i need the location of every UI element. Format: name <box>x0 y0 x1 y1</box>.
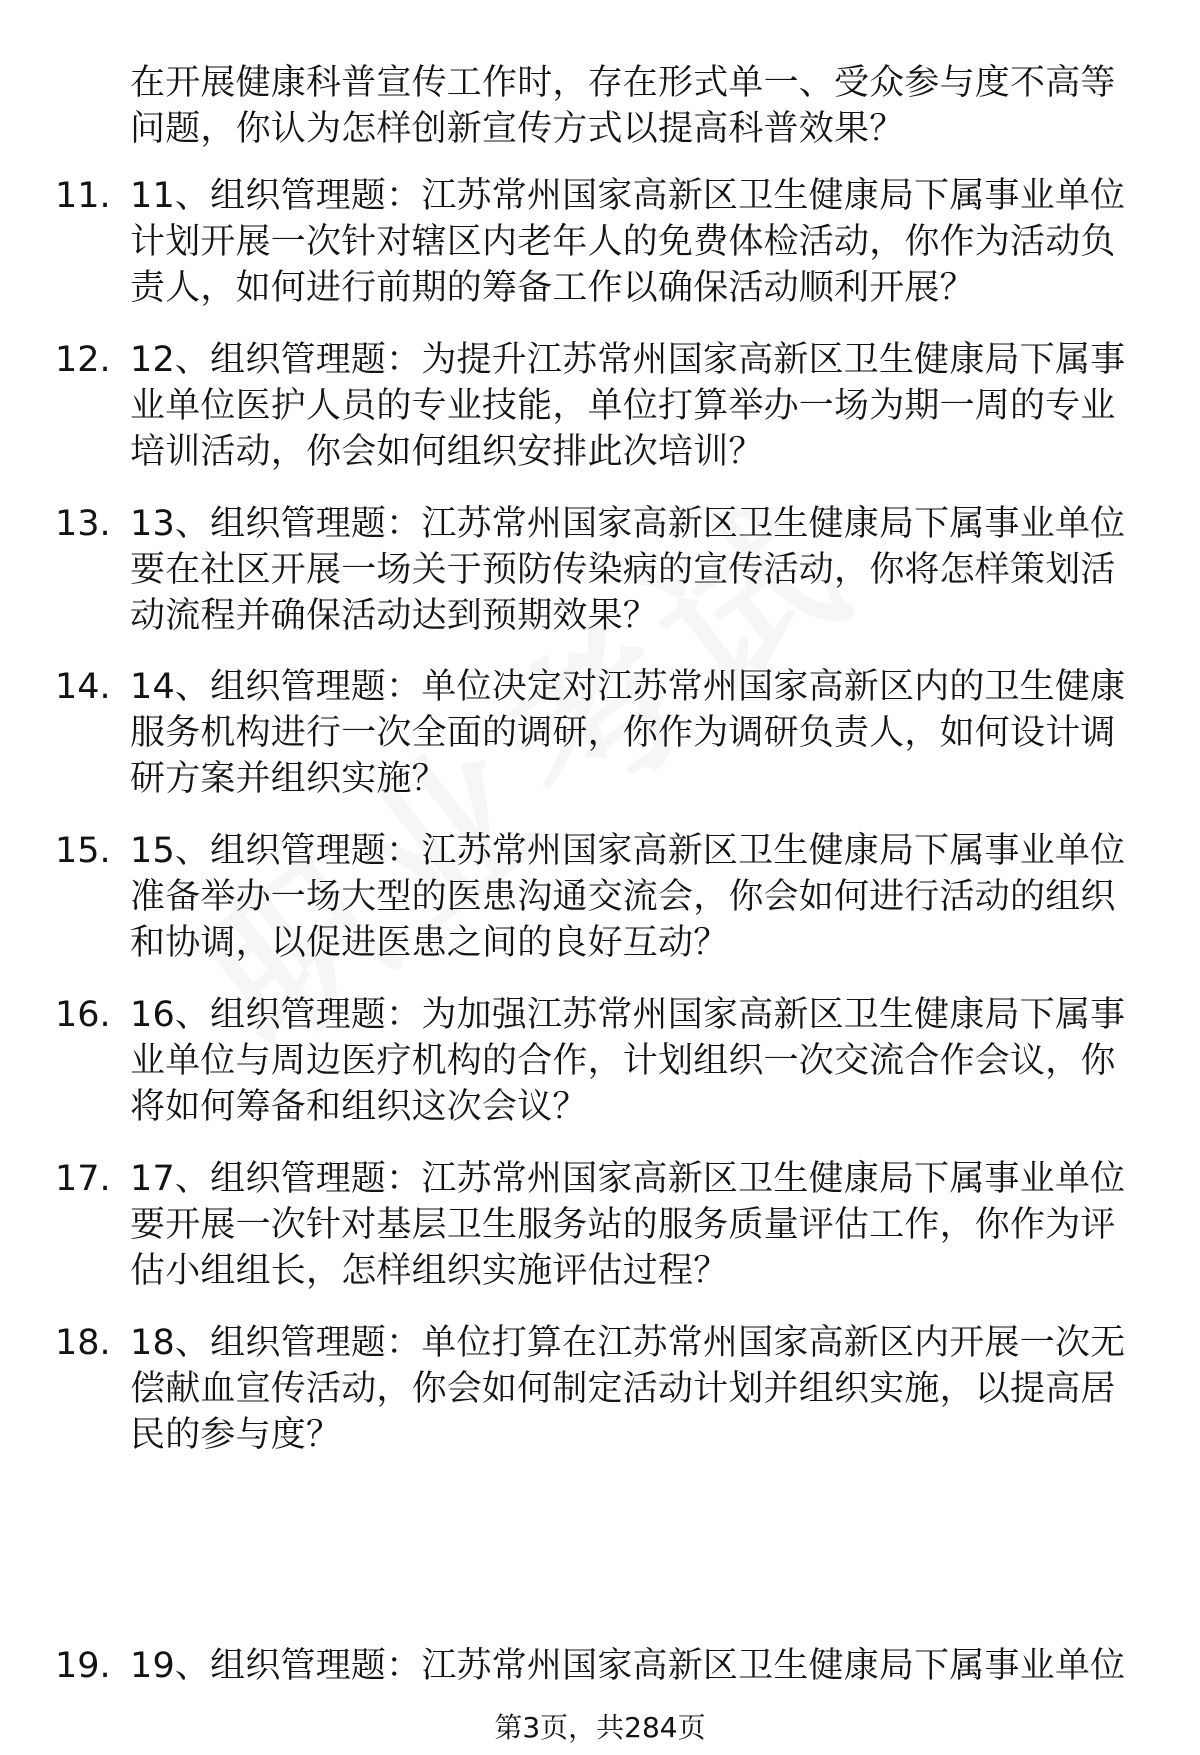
list-number: 19. <box>55 1646 111 1686</box>
question-line: 动流程并确保活动达到预期效果？ <box>130 596 659 636</box>
question-line: 15、组织管理题：江苏常州国家高新区卫生健康局下属事业单位 <box>130 831 1126 871</box>
list-number: 14. <box>55 667 111 707</box>
list-number: 11. <box>55 176 111 216</box>
question-line: 偿献血宣传活动，你会如何制定活动计划并组织实施，以提高居 <box>130 1369 1116 1409</box>
question-line: 12、组织管理题：为提升江苏常州国家高新区卫生健康局下属事 <box>130 340 1126 380</box>
question-line: 责人，如何进行前期的筹备工作以确保活动顺利开展？ <box>130 268 975 308</box>
question-line: 服务机构进行一次全面的调研，你作为调研负责人，如何设计调 <box>130 713 1116 753</box>
question-line: 培训活动，你会如何组织安排此次培训？ <box>130 432 764 472</box>
question-line: 将如何筹备和组织这次会议？ <box>130 1087 588 1127</box>
intro-line: 在开展健康科普宣传工作时，存在形式单一、受众参与度不高等 <box>130 63 1116 103</box>
question-line: 研方案并组织实施？ <box>130 759 447 799</box>
list-number: 16. <box>55 995 111 1035</box>
question-line: 业单位与周边医疗机构的合作，计划组织一次交流合作会议，你 <box>130 1041 1116 1081</box>
question-line: 估小组组长，怎样组织实施评估过程？ <box>130 1251 729 1291</box>
question-line: 要开展一次针对基层卫生服务站的服务质量评估工作，你作为评 <box>130 1205 1116 1245</box>
question-line: 19、组织管理题：江苏常州国家高新区卫生健康局下属事业单位 <box>130 1646 1126 1686</box>
list-number: 15. <box>55 831 111 871</box>
question-line: 计划开展一次针对辖区内老年人的免费体检活动，你作为活动负 <box>130 222 1116 262</box>
intro-line: 问题，你认为怎样创新宣传方式以提高科普效果？ <box>130 109 905 149</box>
list-number: 18. <box>55 1323 111 1363</box>
list-number: 17. <box>55 1159 111 1199</box>
list-number: 12. <box>55 340 111 380</box>
question-line: 11、组织管理题：江苏常州国家高新区卫生健康局下属事业单位 <box>130 176 1126 216</box>
question-line: 17、组织管理题：江苏常州国家高新区卫生健康局下属事业单位 <box>130 1159 1126 1199</box>
question-line: 13、组织管理题：江苏常州国家高新区卫生健康局下属事业单位 <box>130 504 1126 544</box>
question-line: 和协调，以促进医患之间的良好互动？ <box>130 923 729 963</box>
page-number-footer: 第3页，共284页 <box>494 1711 706 1744</box>
question-line: 民的参与度？ <box>130 1415 342 1455</box>
question-line: 16、组织管理题：为加强江苏常州国家高新区卫生健康局下属事 <box>130 995 1126 1035</box>
question-line: 准备举办一场大型的医患沟通交流会，你会如何进行活动的组织 <box>130 877 1116 917</box>
list-number: 13. <box>55 504 111 544</box>
question-line: 18、组织管理题：单位打算在江苏常州国家高新区内开展一次无 <box>130 1323 1126 1363</box>
question-line: 业单位医护人员的专业技能，单位打算举办一场为期一周的专业 <box>130 386 1116 426</box>
question-line: 要在社区开展一场关于预防传染病的宣传活动，你将怎样策划活 <box>130 550 1116 590</box>
question-line: 14、组织管理题：单位决定对江苏常州国家高新区内的卫生健康 <box>130 667 1126 707</box>
